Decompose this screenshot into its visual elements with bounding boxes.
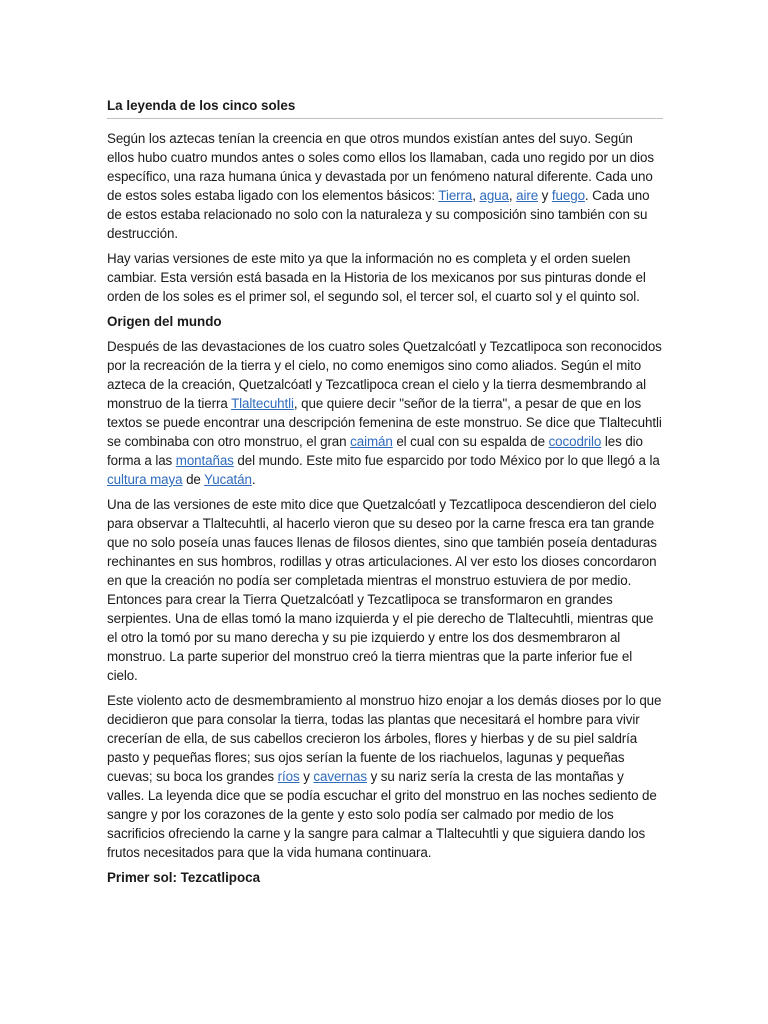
link-rios[interactable]: ríos — [277, 769, 300, 784]
paragraph-intro: Según los aztecas tenían la creencia en que otros mundos existían antes del suyo. Según ellos hubo cuatro mundos antes o soles como ellos los llamaban, cada uno regido por un dios específico, una raza humana única y devastada por un fenómeno natural diferente. Cada uno de estos soles estaba ligado con los elementos básicos: Tierra, agua, aire y fuego. Cada uno de estos estaba relacionado no solo con la naturaleza y su composición sino también con su destrucción. — [107, 131, 654, 241]
link-cultura-maya[interactable]: cultura maya — [107, 472, 183, 487]
paragraph-versions: Hay varias versiones de este mito ya que la información no es completa y el orden suelen cambiar. Esta versión está basada en la Historia de los mexicanos por sus pinturas donde el orden de los soles es el primer sol, el segundo sol, el tercer sol, el cuarto sol y el quinto sol. — [107, 251, 646, 304]
paragraph-origen: Después de las devastaciones de los cuatro soles Quetzalcóatl y Tezcatlipoca son reconocidos por la recreación de la tierra y el cielo, no como enemigos sino como aliados. Según el mito azteca de la creación, Quetzalcóatl y Tezcatlipoca crean el cielo y la tierra desmembrando al monstruo de la tierra Tlaltecuhtli, que quiere decir "señor de la tierra", a pesar de que en los textos se puede encontrar una descripción femenina de este monstruo. Se dice que Tlaltecuhtli se combinaba con otro monstruo, el gran caimán el cual con su espalda de cocodrilo les dio forma a las montañas del mundo. Este mito fue esparcido por todo México por lo que llegó a la cultura maya de Yucatán. — [107, 339, 662, 487]
link-fuego[interactable]: fuego — [551, 188, 585, 203]
paragraph-serpientes: Una de las versiones de este mito dice que Quetzalcóatl y Tezcatlipoca descendieron del cielo para observar a Tlaltecuhtli, al hacerlo vieron que su deseo por la carne fresca era tan grande que no solo poseía unas fauces llenas de filosos dientes, sino que también poseía dentaduras rechinantes en sus hombros, rodillas y otras articulaciones. Al ver esto los dioses concordaron en que la creación no podía ser completada mientras el monstruo estuviera de por medio. Entonces para crear la Tierra Quetzalcóatl y Tezcatlipoca se transformaron en grandes serpientes. Una de ellas tomó la mano izquierda y el pie derecho de Tlaltecuhtli, mientras que el otro la tomó por su mano derecha y su pie izquierdo y entre los dos desmembraron al monstruo. La parte superior del monstruo creó la tierra mientras que la parte inferior fue el cielo. — [107, 497, 657, 683]
link-tlaltecuhtli[interactable]: Tlaltecuhtli — [231, 396, 294, 411]
link-tierra[interactable]: Tierra — [438, 188, 473, 203]
document-title: La leyenda de los cinco soles — [107, 96, 663, 119]
link-cavernas[interactable]: cavernas — [313, 769, 367, 784]
heading-primer-sol: Primer sol: Tezcatlipoca — [107, 870, 261, 885]
heading-origen-del-mundo: Origen del mundo — [107, 314, 222, 329]
link-montanas[interactable]: montañas — [175, 453, 234, 468]
link-aire[interactable]: aire — [516, 188, 539, 203]
paragraph-desmembramiento: Este violento acto de desmembramiento al monstruo hizo enojar a los demás dioses por lo que decidieron que para consolar la tierra, todas las plantas que necesitará el hombre para vivir crecerían de ella, de sus cabellos crecieron los árboles, flores y hierbas y de su piel saldría pasto y pequeñas flores; sus ojos serían la fuente de los riachuelos, lagunas y pequeñas cuevas; su boca los grandes ríos y cavernas y su nariz sería la cresta de las montañas y valles. La leyenda dice que se podía escuchar el grito del monstruo en las noches sediento de sangre y por los corazones de la gente y esto solo podía ser calmado por medio de los sacrificios ofreciendo la carne y la sangre para calmar a Tlaltecuhtli y que siguiera dando los frutos necesitados para que la vida humana continuara. — [107, 693, 662, 860]
link-caiman[interactable]: caimán — [350, 434, 393, 449]
document-page — [107, 96, 663, 893]
link-cocodrilo[interactable]: cocodrilo — [548, 434, 602, 449]
link-yucatan[interactable]: Yucatán — [204, 472, 252, 487]
link-agua[interactable]: agua — [479, 188, 509, 203]
